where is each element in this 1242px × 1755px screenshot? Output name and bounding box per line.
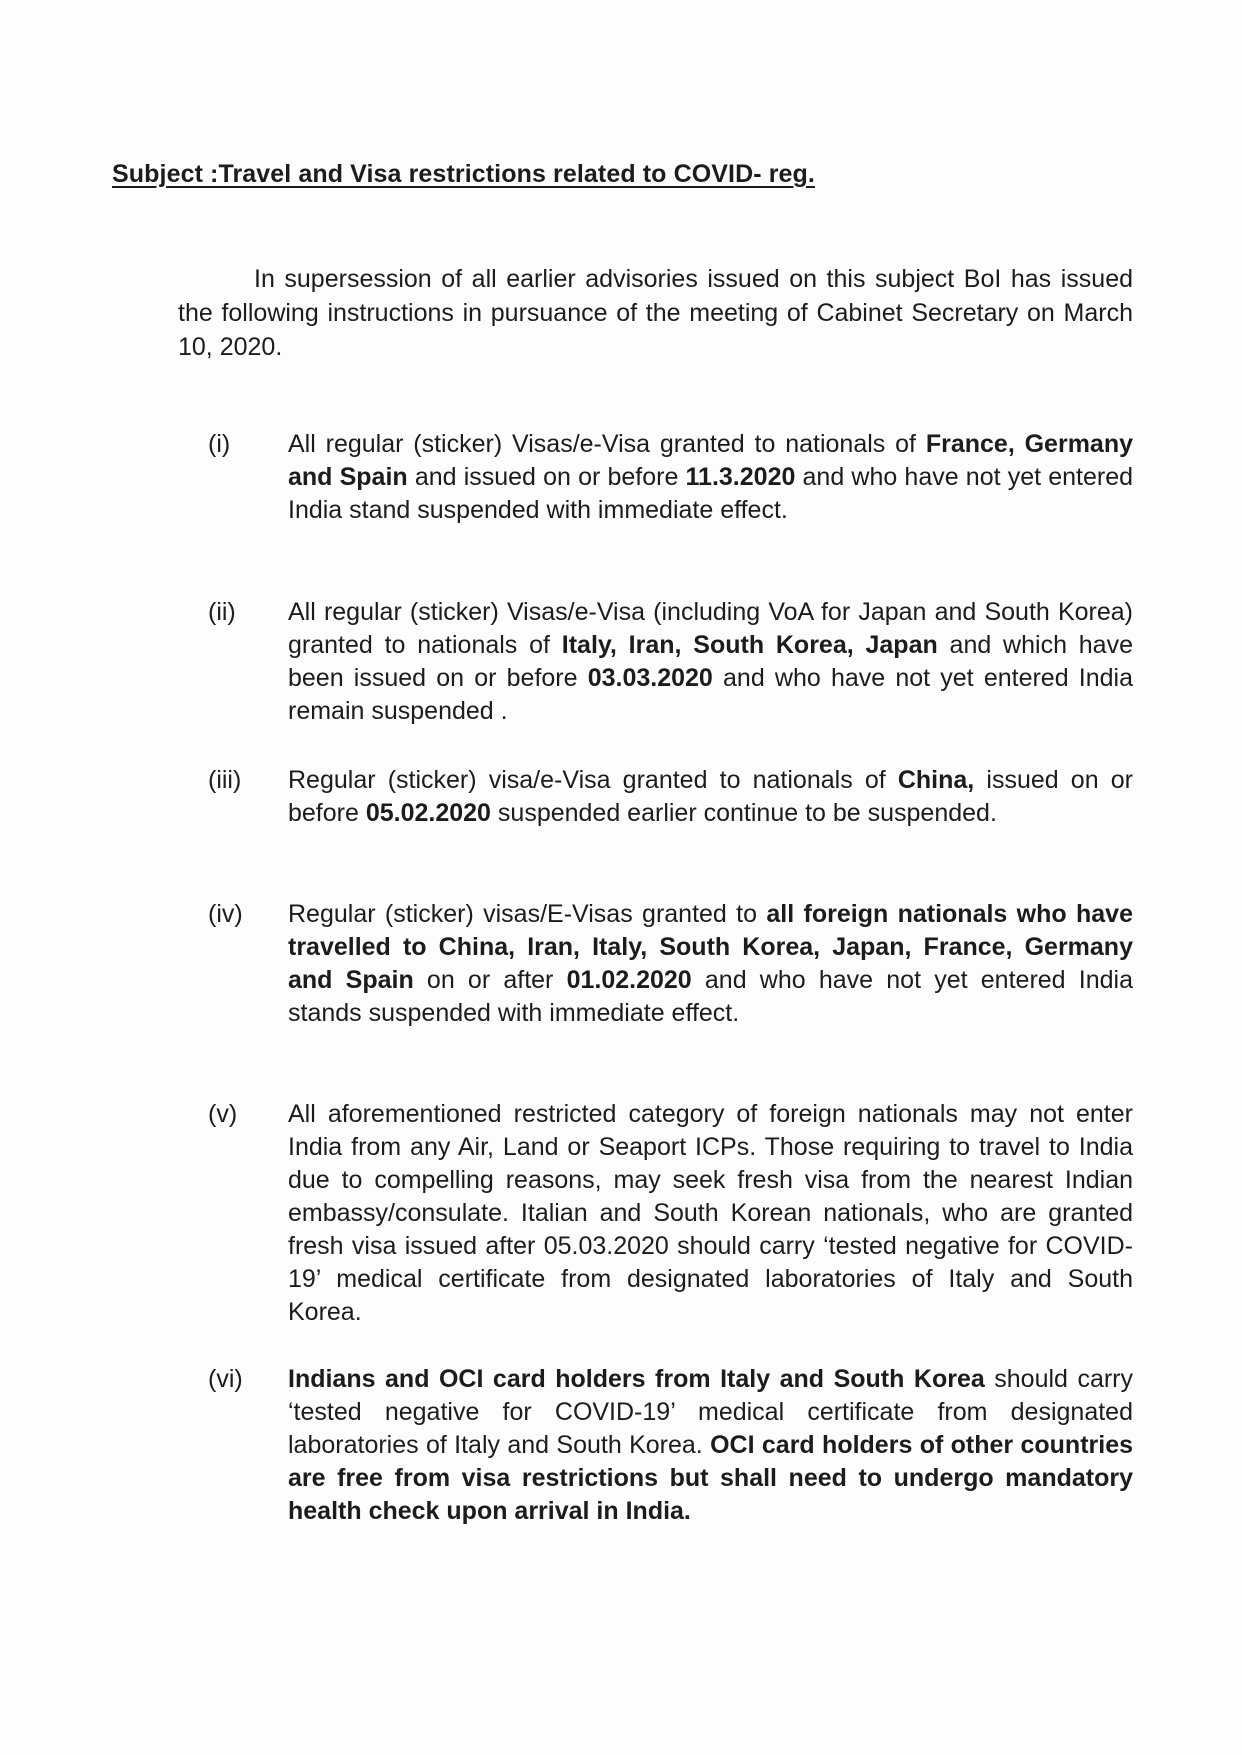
text-run: on or after [413, 966, 567, 994]
text-run: Regular (sticker) visas/E-Visas granted to [288, 900, 767, 928]
subject-heading: Subject :Travel and Visa restrictions related to COVID- reg. [112, 160, 815, 188]
list-item [208, 764, 1133, 830]
bold-text: 01.02.2020 [566, 966, 692, 994]
item-number: (vi) [208, 1365, 243, 1393]
item-number: (iii) [208, 766, 242, 794]
text-run: All aforementioned restricted category of foreign nationals may not enter India from any Air, Land or Seaport ICPs. Those requiring to travel to India due to compelling reasons, may seek fresh visa from the nearest Indian embassy/consulate. Italian and South Korean nationals, who are granted fresh visa issued after 05.03.2020 should carry ‘tested negative for COVID-19’ medical certificate from designated laboratories of Italy and South Korea. [288, 1100, 1133, 1326]
text-run: All regular (sticker) Visas/e-Visa (including VoA for Japan and South Korea) granted to nationals of [288, 598, 1133, 659]
item-number: (v) [208, 1100, 238, 1128]
item-text [288, 428, 1133, 527]
bold-text: all foreign nationals who have travelled to China, Iran, Italy, South Korea, Japan, France, Germany and Spain [288, 900, 1133, 994]
list-item [208, 596, 1133, 728]
bold-text: France, Germany and Spain [288, 430, 1134, 491]
list-item [208, 428, 1133, 527]
text-run: suspended earlier continue to be suspended. [490, 799, 997, 827]
text-run: should carry ‘tested negative for COVID-19’ medical certificate from designated laboratories of Italy and South Korea. [288, 1365, 1134, 1459]
bold-text: 11.3.2020 [685, 463, 796, 491]
list-item [208, 1098, 1133, 1329]
item-text [288, 764, 1133, 830]
text-run: Regular (sticker) visa/e-Visa granted to nationals of [288, 766, 898, 794]
item-text [288, 1363, 1133, 1528]
text-run: and who have not yet entered India remain suspended . [288, 664, 1133, 725]
text-run: issued on or before [288, 766, 1133, 827]
item-text [288, 596, 1133, 728]
bold-text: 05.02.2020 [365, 799, 491, 827]
bold-text: China, [897, 766, 975, 794]
bold-text: 03.03.2020 [587, 664, 713, 692]
bold-text: Italy, Iran, South Korea, Japan [561, 631, 938, 659]
text-run: and who have not yet entered India stand suspended with immediate effect. [288, 463, 1133, 524]
text-run: and who have not yet entered India stands suspended with immediate effect. [288, 966, 1133, 1027]
text-run: and which have been issued on or before [288, 631, 1133, 692]
intro-paragraph: In supersession of all earlier advisories issued on this subject BoI has issued the following instructions in pursuance of the meeting of Cabinet Secretary on March 10, 2020. [178, 265, 1133, 361]
item-number: (iv) [208, 900, 243, 928]
item-text [288, 898, 1133, 1030]
text-run: All regular (sticker) Visas/e-Visa granted to nationals of [288, 430, 926, 458]
text-run: and issued on or before [407, 463, 686, 491]
list-item [208, 1363, 1133, 1528]
bold-text: Indians and OCI card holders from Italy and South Korea [288, 1365, 985, 1393]
list-item [208, 898, 1133, 1030]
item-number: (ii) [208, 598, 236, 626]
item-text [288, 1098, 1133, 1329]
bold-text: OCI card holders of other countries are free from visa restrictions but shall need to undergo mandatory health check upon arrival in India. [288, 1431, 1134, 1525]
item-number: (i) [208, 430, 231, 458]
